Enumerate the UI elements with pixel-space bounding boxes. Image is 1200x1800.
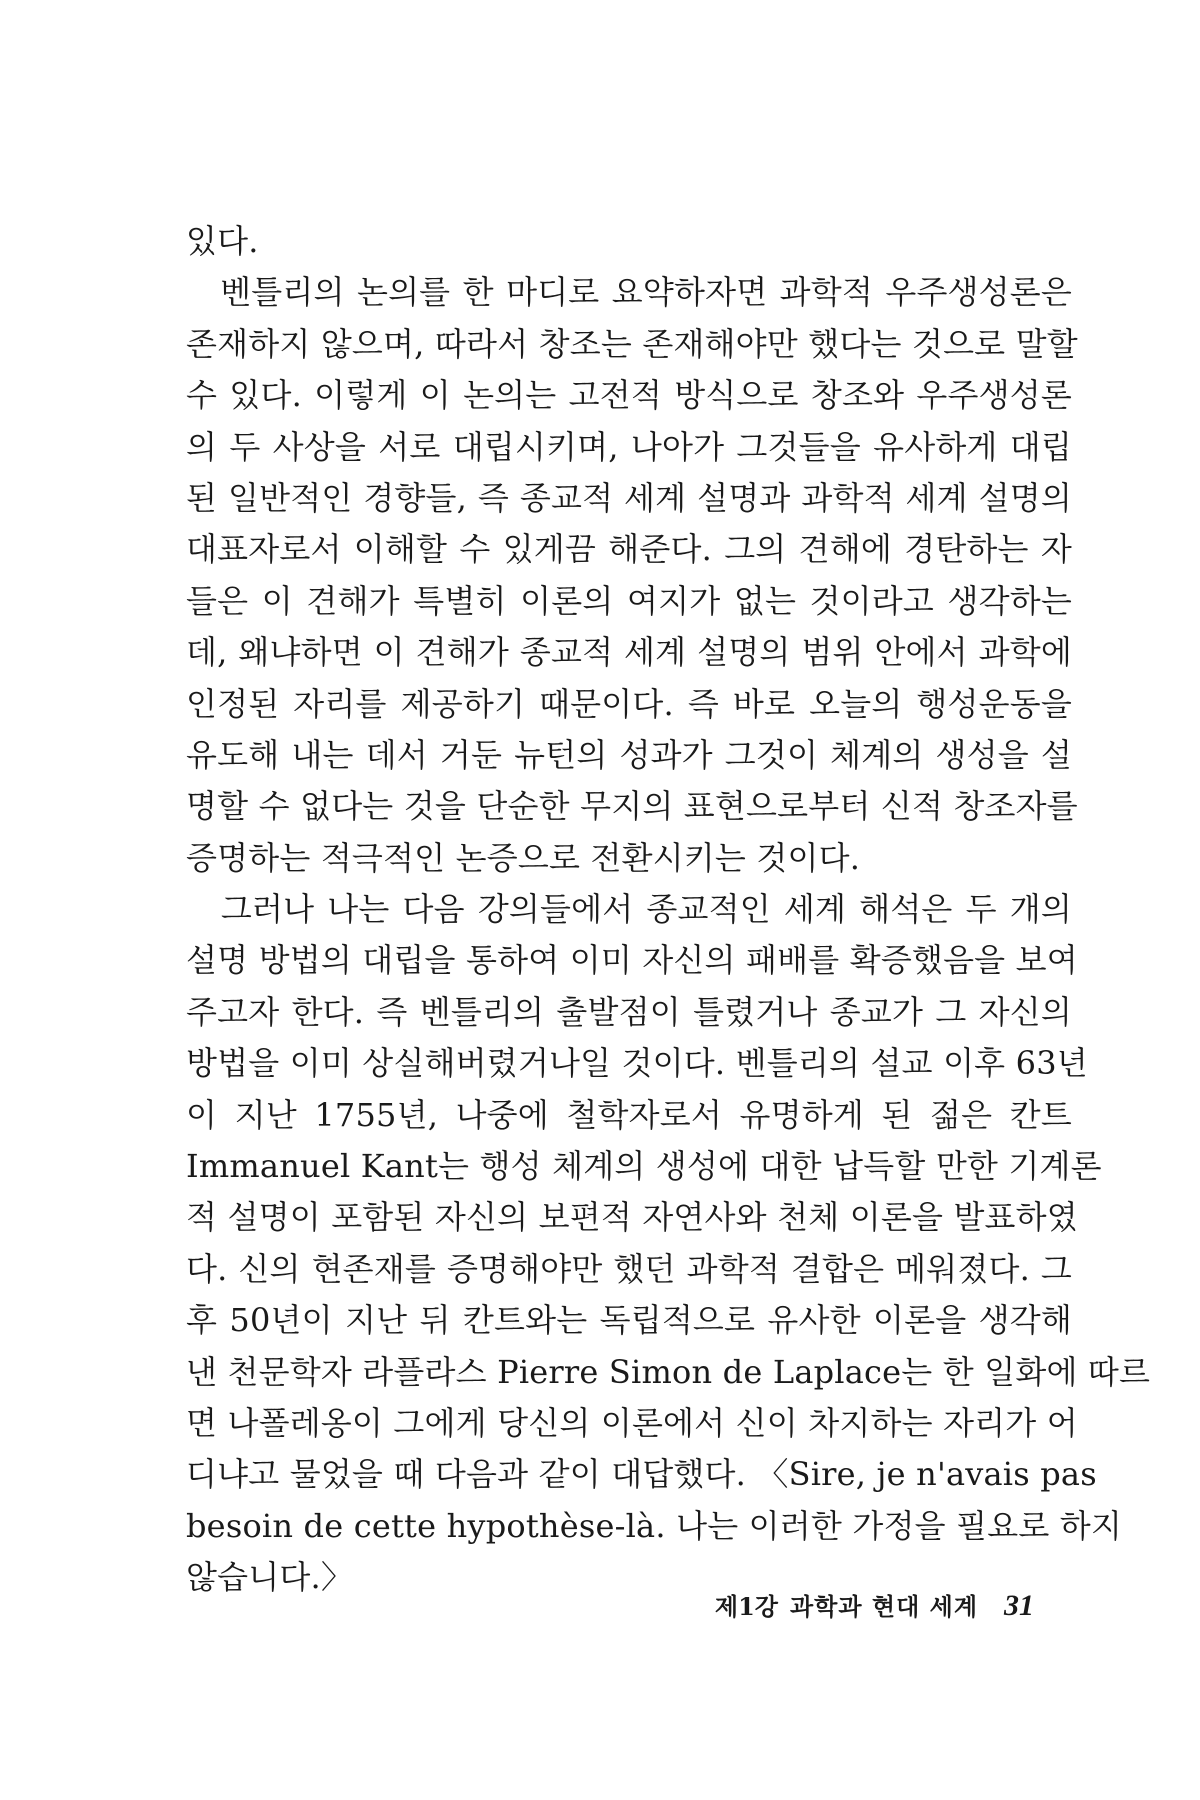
running-footer [715, 1586, 1034, 1627]
text-line: besoin de cette hypothèse-là. 나는 이러한 가정을 필요로 하지 [186, 1506, 1123, 1545]
text-line: 주고자 한다. 즉 벤틀리의 출발점이 틀렸거나 종교가 그 자신의 [186, 992, 1072, 1031]
text-line: 다. 신의 현존재를 증명해야만 했던 과학적 결합은 메워졌다. 그 [186, 1249, 1072, 1288]
text-line: 인정된 자리를 제공하기 때문이다. 즉 바로 오늘의 행성운동을 [186, 684, 1072, 723]
text-line: 않습니다.〉 [186, 1558, 354, 1597]
text-line: 면 나폴레옹이 그에게 당신의 이론에서 신이 차지하는 자리가 어 [186, 1403, 1078, 1442]
text-line: 유도해 내는 데서 거둔 뉴턴의 성과가 그것이 체계의 생성을 설 [186, 735, 1072, 774]
text-line: 디냐고 물었을 때 다음과 같이 대답했다. 〈Sire, je n'avais pas [186, 1455, 1097, 1494]
page-number: 31 [1004, 1589, 1034, 1622]
text-line: 설명 방법의 대립을 통하여 이미 자신의 패배를 확증했음을 보여 [186, 941, 1078, 980]
text-line: 대표자로서 이해할 수 있게끔 해준다. 그의 견해에 경탄하는 자 [186, 530, 1072, 569]
text-line: Immanuel Kant는 행성 체계의 생성에 대한 납득할 만한 기계론 [186, 1147, 1102, 1186]
text-line: 증명하는 적극적인 논증으로 전환시키는 것이다. [186, 838, 861, 877]
text-line: 존재하지 않으며, 따라서 창조는 존재해야만 했다는 것으로 말할 [186, 324, 1078, 363]
text-line: 들은 이 견해가 특별히 이론의 여지가 없는 것이라고 생각하는 [186, 581, 1072, 620]
text-line: 있다. [186, 222, 259, 260]
text-line: 후 50년이 지난 뒤 칸트와는 독립적으로 유사한 이론을 생각해 [186, 1301, 1072, 1340]
text-line: 수 있다. 이렇게 이 논의는 고전적 방식으로 창조와 우주생성론 [186, 376, 1072, 415]
body-text [186, 216, 1151, 1604]
text-line: 적 설명이 포함된 자신의 보편적 자연사와 천체 이론을 발표하였 [186, 1198, 1078, 1237]
text-line: 명할 수 없다는 것을 단순한 무지의 표현으로부터 신적 창조자를 [186, 787, 1078, 826]
text-line: 된 일반적인 경향들, 즉 종교적 세계 설명과 과학적 세계 설명의 [186, 478, 1072, 517]
text-line: 의 두 사상을 서로 대립시키며, 나아가 그것들을 유사하게 대립 [186, 427, 1072, 466]
text-line: 그러나 나는 다음 강의들에서 종교적인 세계 해석은 두 개의 [186, 890, 1072, 929]
text-line: 이 지난 1755년, 나중에 철학자로서 유명하게 된 젊은 칸트 [186, 1095, 1072, 1134]
text-line: 벤틀리의 논의를 한 마디로 요약하자면 과학적 우주생성론은 [186, 273, 1072, 312]
text-line: 낸 천문학자 라플라스 Pierre Simon de Laplace는 한 일화에 따르 [186, 1352, 1151, 1391]
chapter-title: 과학과 현대 세계 [790, 1592, 978, 1621]
chapter-label: 제1강 [714, 1592, 778, 1621]
text-line: 방법을 이미 상실해버렸거나일 것이다. 벤틀리의 설교 이후 63년 [186, 1044, 1088, 1083]
text-line: 데, 왜냐하면 이 견해가 종교적 세계 설명의 범위 안에서 과학에 [186, 633, 1072, 672]
